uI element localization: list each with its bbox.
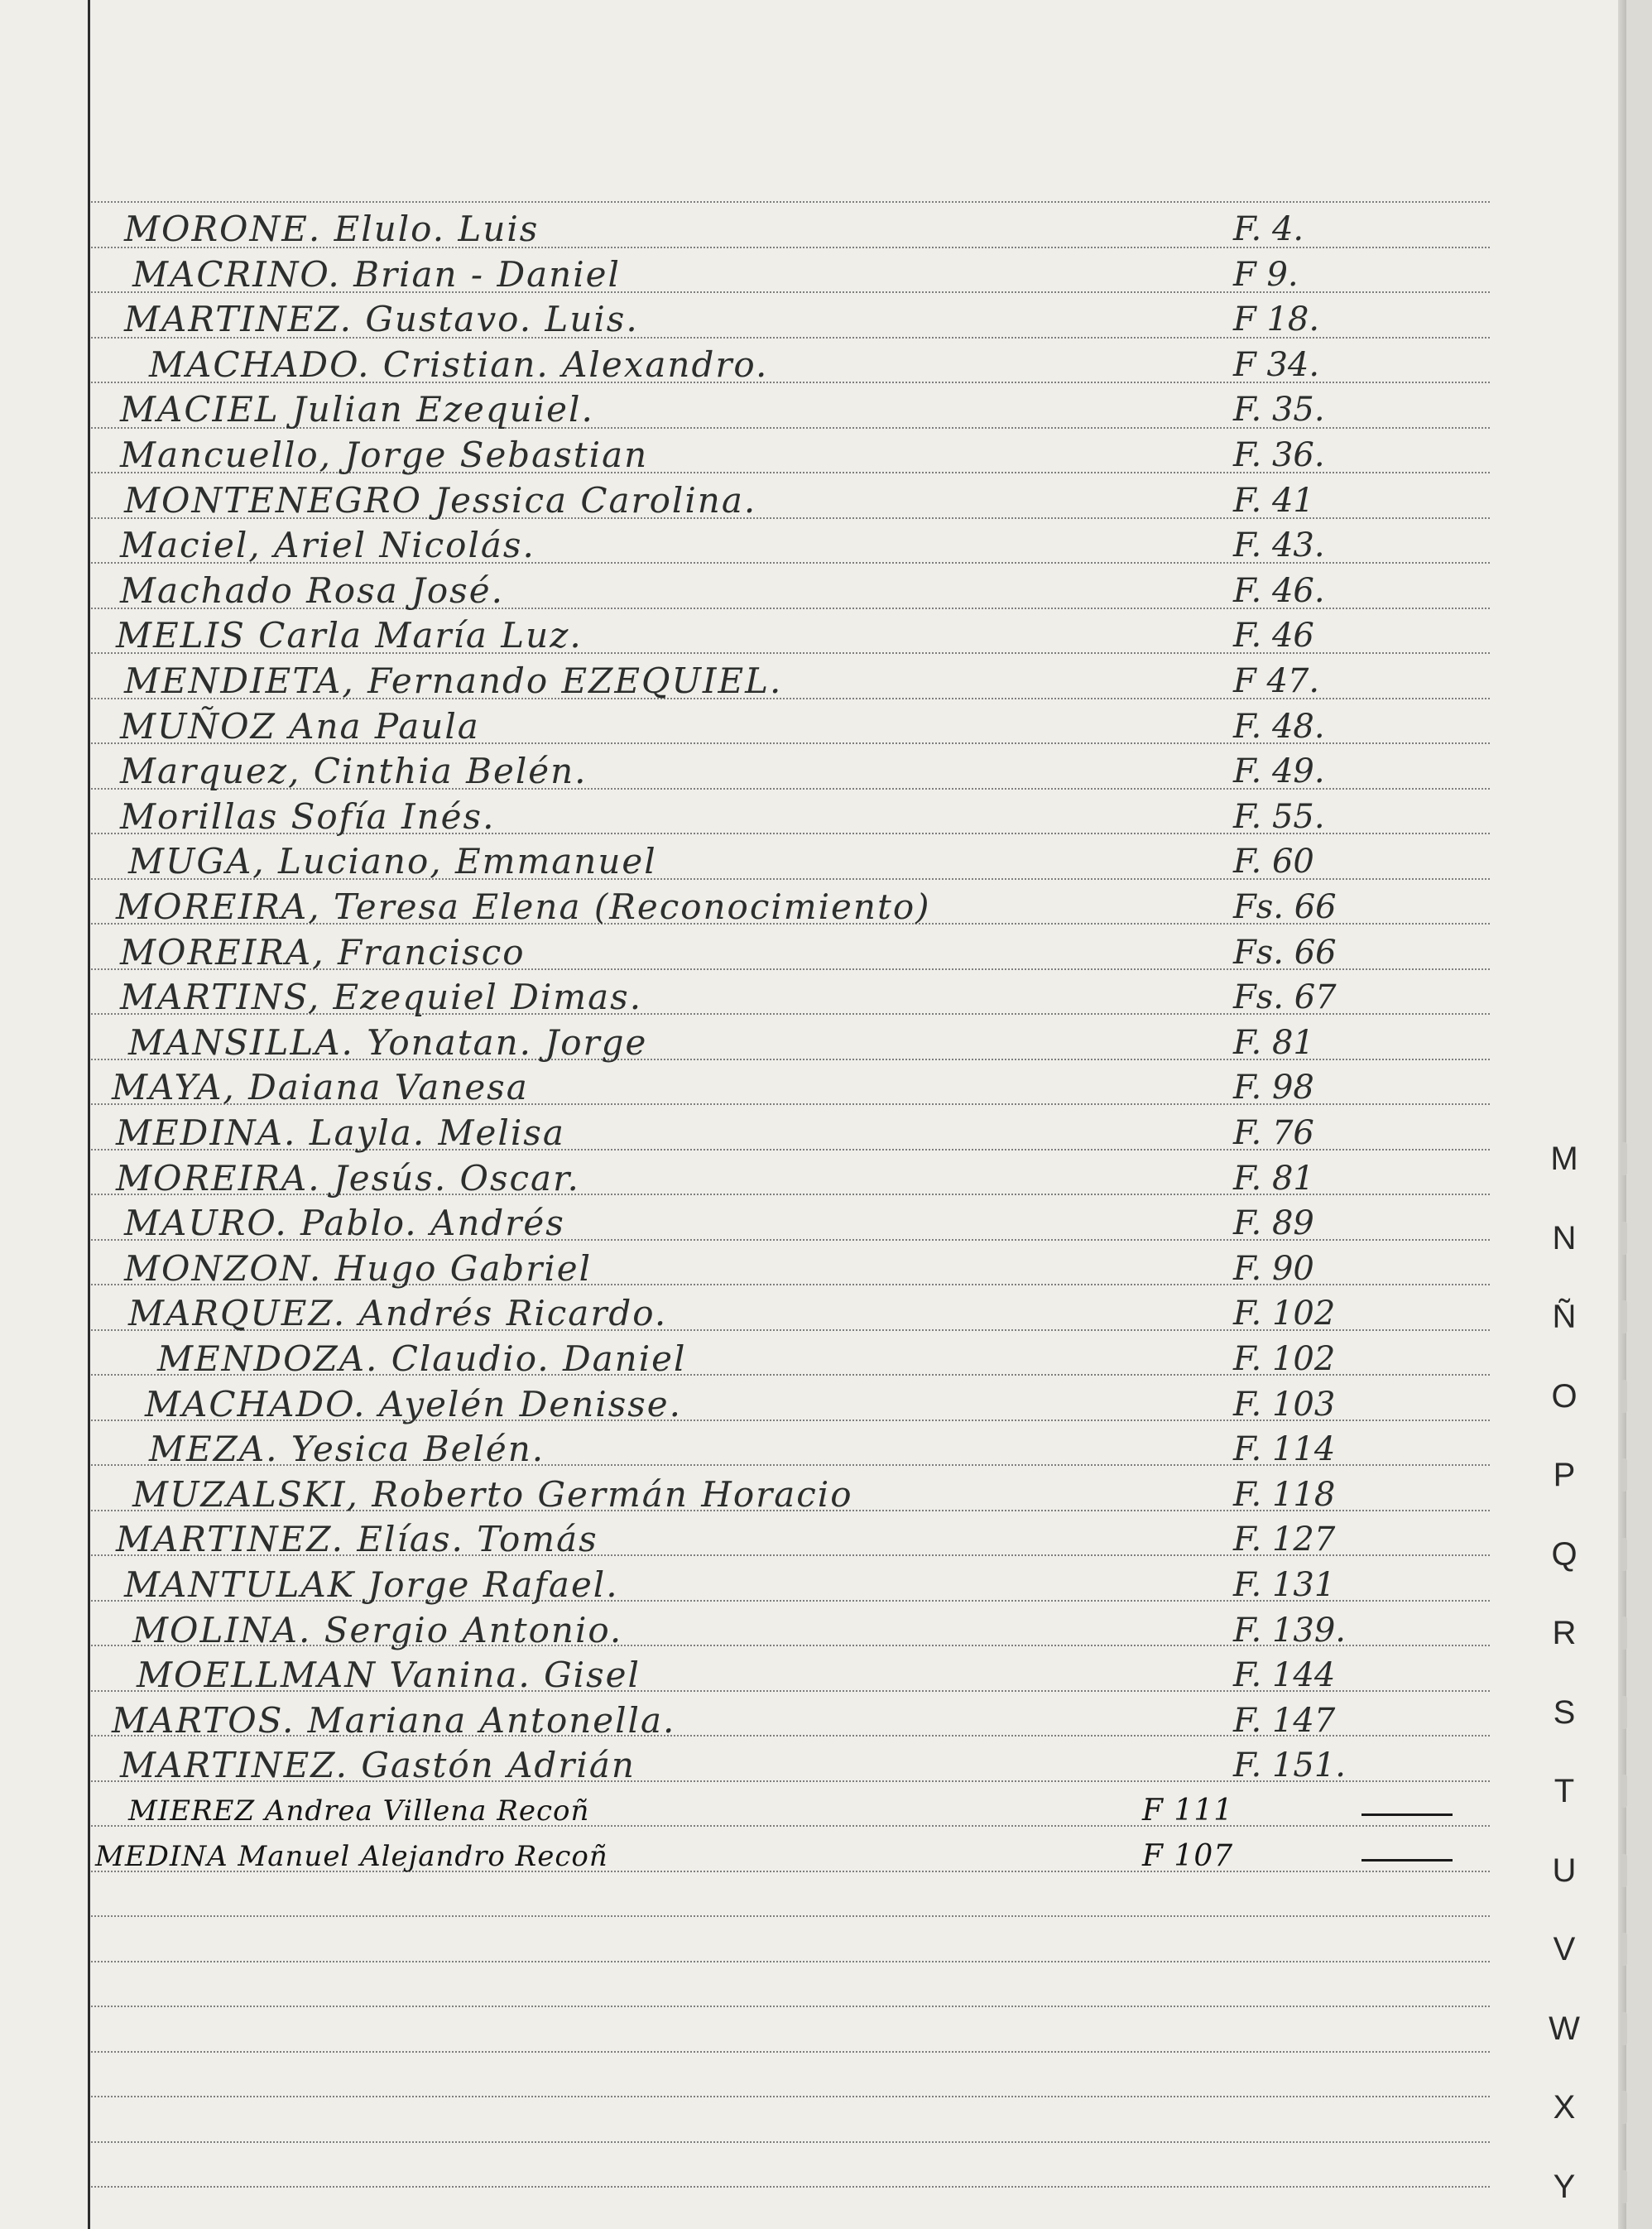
index-tab[interactable]: Q (1551, 1536, 1578, 1573)
entry-name: MEDINA. Layla. Melisa (116, 1112, 565, 1153)
index-tab[interactable]: P (1553, 1457, 1576, 1493)
tab-edge (1621, 2012, 1627, 2045)
entry-name: Mancuello, Jorge Sebastian (120, 435, 649, 475)
entry-folio: F. 139. (1233, 1612, 1347, 1650)
list-item (0, 1743, 1490, 1788)
list-item (0, 569, 1490, 613)
tab-edge (1621, 1300, 1627, 1333)
tab-edge (1621, 2091, 1627, 2124)
entry-name: Machado Rosa José. (120, 570, 504, 611)
ruled-line (91, 2006, 1490, 2007)
entry-name: MAYA, Daiana Vanesa (112, 1067, 529, 1107)
list-item (0, 1427, 1490, 1472)
ruled-line (91, 201, 1490, 203)
list-item (0, 387, 1490, 432)
entry-name: MOREIRA. Jesús. Oscar. (116, 1158, 580, 1199)
ruled-line (91, 1961, 1490, 1962)
entry-name: MOREIRA, Francisco (120, 932, 526, 973)
entry-folio: Fs. 66 (1233, 934, 1337, 972)
tab-edge (1621, 1142, 1627, 1175)
tab-edge (1621, 1458, 1627, 1492)
entry-folio: F. 46. (1233, 572, 1325, 610)
entry-folio: F. 89 (1233, 1204, 1314, 1242)
ruled-line (91, 2051, 1490, 2053)
entry-folio: F. 98 (1233, 1069, 1314, 1107)
list-item (0, 795, 1490, 839)
list-item (0, 1789, 1490, 1833)
tab-edge (1621, 1222, 1627, 1255)
entry-name: MELIS Carla María Luz. (116, 615, 583, 656)
entry-folio: F. 81 (1233, 1024, 1314, 1062)
index-tab[interactable]: T (1554, 1773, 1575, 1809)
list-item (0, 1247, 1490, 1291)
entry-name: MACHADO. Cristian. Alexandro. (149, 344, 769, 385)
list-item (0, 207, 1490, 252)
entry-name: Morillas Sofía Inés. (120, 796, 496, 837)
entry-folio: F. 60 (1233, 843, 1314, 881)
entry-folio: F. 43. (1233, 526, 1325, 564)
ruled-line (91, 2096, 1490, 2097)
entry-folio: F. 55. (1233, 798, 1325, 836)
list-item (0, 839, 1490, 884)
index-tab[interactable]: O (1551, 1378, 1578, 1415)
entry-folio: F. 102 (1233, 1340, 1336, 1378)
list-item (0, 749, 1490, 794)
entry-folio: F. 114 (1233, 1430, 1336, 1468)
entry-name: MUZALSKI, Roberto Germán Horacio (132, 1474, 853, 1515)
entry-folio: Fs. 67 (1233, 978, 1337, 1016)
entry-folio: F. 35. (1233, 391, 1325, 429)
entry-name: MACRINO. Brian - Daniel (132, 254, 621, 295)
list-item (0, 1021, 1490, 1065)
entry-folio: F 18. (1233, 300, 1320, 339)
entry-name: MARTINEZ. Gustavo. Luis. (124, 299, 639, 339)
entry-name: MARTINEZ. Elías. Tomás (116, 1519, 598, 1559)
entry-name: Marquez, Cinthia Belén. (120, 751, 588, 791)
dash-line (1361, 1813, 1453, 1816)
entry-name: MARTOS. Mariana Antonella. (112, 1700, 676, 1741)
entry-name: MOLINA. Sergio Antonio. (132, 1610, 623, 1650)
index-tab[interactable]: R (1552, 1615, 1577, 1651)
entry-name: MANSILLA. Yonatan. Jorge (128, 1022, 648, 1063)
entry-name: MARTINS, Ezequiel Dimas. (120, 977, 643, 1017)
ruled-line (91, 2186, 1490, 2188)
entry-name: MANTULAK Jorge Rafael. (124, 1564, 619, 1605)
list-item (0, 1608, 1490, 1653)
tab-edge (1621, 1696, 1627, 1729)
index-tab[interactable]: V (1553, 1931, 1576, 1967)
entry-folio: F 107 (1142, 1839, 1234, 1873)
list-item (0, 1065, 1490, 1110)
list-item (0, 885, 1490, 930)
dash-line (1361, 1859, 1453, 1862)
entry-folio: F. 90 (1233, 1250, 1314, 1288)
tab-edge (1621, 2170, 1627, 2203)
entry-folio: F. 147 (1233, 1702, 1336, 1740)
ruled-line (91, 1915, 1490, 1917)
entry-name: MENDOZA. Claudio. Daniel (157, 1338, 687, 1379)
entry-name: MARTINEZ. Gastón Adrián (120, 1745, 636, 1785)
list-item (0, 252, 1490, 297)
entry-name: MEZA. Yesica Belén. (149, 1429, 545, 1469)
list-item (0, 343, 1490, 387)
tab-edge (1621, 1933, 1627, 1966)
entry-name: MOELLMAN Vanina. Gisel (137, 1655, 641, 1695)
entry-folio: F. 76 (1233, 1114, 1314, 1152)
alphabet-index-tabs (1498, 1109, 1622, 2229)
list-item (0, 1472, 1490, 1517)
index-tab[interactable]: N (1552, 1220, 1577, 1256)
list-item (0, 1201, 1490, 1246)
entry-folio: F 111 (1142, 1794, 1234, 1828)
list-item (0, 1834, 1490, 1879)
tab-edge (1621, 1775, 1627, 1808)
tab-edge (1621, 1854, 1627, 1887)
list-item (0, 1111, 1490, 1155)
index-tab[interactable]: U (1552, 1852, 1577, 1889)
entry-name: MORONE. Elulo. Luis (124, 209, 540, 249)
list-item (0, 704, 1490, 749)
list-item (0, 297, 1490, 342)
entry-folio: F. 36. (1233, 436, 1325, 474)
entry-name: MARQUEZ. Andrés Ricardo. (128, 1293, 668, 1333)
entry-folio: F. 46 (1233, 617, 1314, 655)
entry-name: MIEREZ Andrea Villena Recoñ (128, 1794, 590, 1828)
entry-folio: F 47. (1233, 662, 1320, 700)
list-item (0, 1291, 1490, 1336)
entry-name: MACHADO. Ayelén Denisse. (145, 1384, 683, 1424)
entry-name: MEDINA Manuel Alejandro Recoñ (95, 1840, 608, 1873)
entry-name: MACIEL Julian Ezequiel. (120, 389, 594, 430)
entry-folio: F. 41 (1233, 482, 1314, 520)
entry-name: MONZON. Hugo Gabriel (124, 1248, 593, 1289)
entry-name: MUGA, Luciano, Emmanuel (128, 841, 657, 882)
list-item (0, 1563, 1490, 1607)
entry-folio: F. 48. (1233, 708, 1325, 746)
entry-folio: F. 102 (1233, 1295, 1336, 1333)
entry-folio: F 9. (1233, 256, 1299, 294)
entry-folio: F. 118 (1233, 1476, 1336, 1514)
entry-name: MOREIRA, Teresa Elena (Reconocimiento) (116, 886, 931, 927)
list-item (0, 1337, 1490, 1381)
index-tab[interactable]: W (1549, 2010, 1580, 2047)
list-item (0, 523, 1490, 568)
entry-name: MUÑOZ Ana Paula (120, 706, 480, 747)
list-item (0, 1156, 1490, 1201)
entry-folio: F. 4. (1233, 210, 1304, 248)
index-tab[interactable]: M (1550, 1141, 1578, 1177)
entry-folio: F. 151. (1233, 1746, 1347, 1785)
entry-folio: F. 81 (1233, 1160, 1314, 1198)
list-item (0, 433, 1490, 478)
list-item (0, 1698, 1490, 1743)
list-item (0, 1517, 1490, 1562)
list-item (0, 659, 1490, 704)
list-item (0, 1653, 1490, 1698)
entry-folio: Fs. 66 (1233, 888, 1337, 926)
entry-folio: F. 103 (1233, 1386, 1336, 1424)
entry-name: MENDIETA, Fernando EZEQUIEL. (124, 661, 783, 701)
list-item (0, 478, 1490, 523)
entry-name: MONTENEGRO Jessica Carolina. (124, 480, 757, 521)
entry-name: MAURO. Pablo. Andrés (124, 1203, 565, 1243)
entry-folio: F. 127 (1233, 1520, 1336, 1559)
entry-folio: F. 49. (1233, 752, 1325, 790)
ruled-line (91, 2141, 1490, 2143)
index-tab[interactable]: X (1553, 2089, 1576, 2126)
tab-edge (1621, 1617, 1627, 1650)
list-item (0, 930, 1490, 975)
tab-edge (1621, 1538, 1627, 1571)
index-tab[interactable]: Ñ (1552, 1299, 1577, 1335)
index-tab[interactable]: S (1553, 1694, 1576, 1731)
entry-name: Maciel, Ariel Nicolás. (120, 525, 535, 565)
list-item (0, 975, 1490, 1020)
tab-edge (1621, 1380, 1627, 1413)
index-tab[interactable]: Y (1553, 2169, 1576, 2205)
entry-folio: F. 131 (1233, 1566, 1336, 1604)
list-item (0, 613, 1490, 658)
list-item (0, 1382, 1490, 1427)
entry-folio: F 34. (1233, 346, 1320, 384)
entry-folio: F. 144 (1233, 1656, 1336, 1694)
